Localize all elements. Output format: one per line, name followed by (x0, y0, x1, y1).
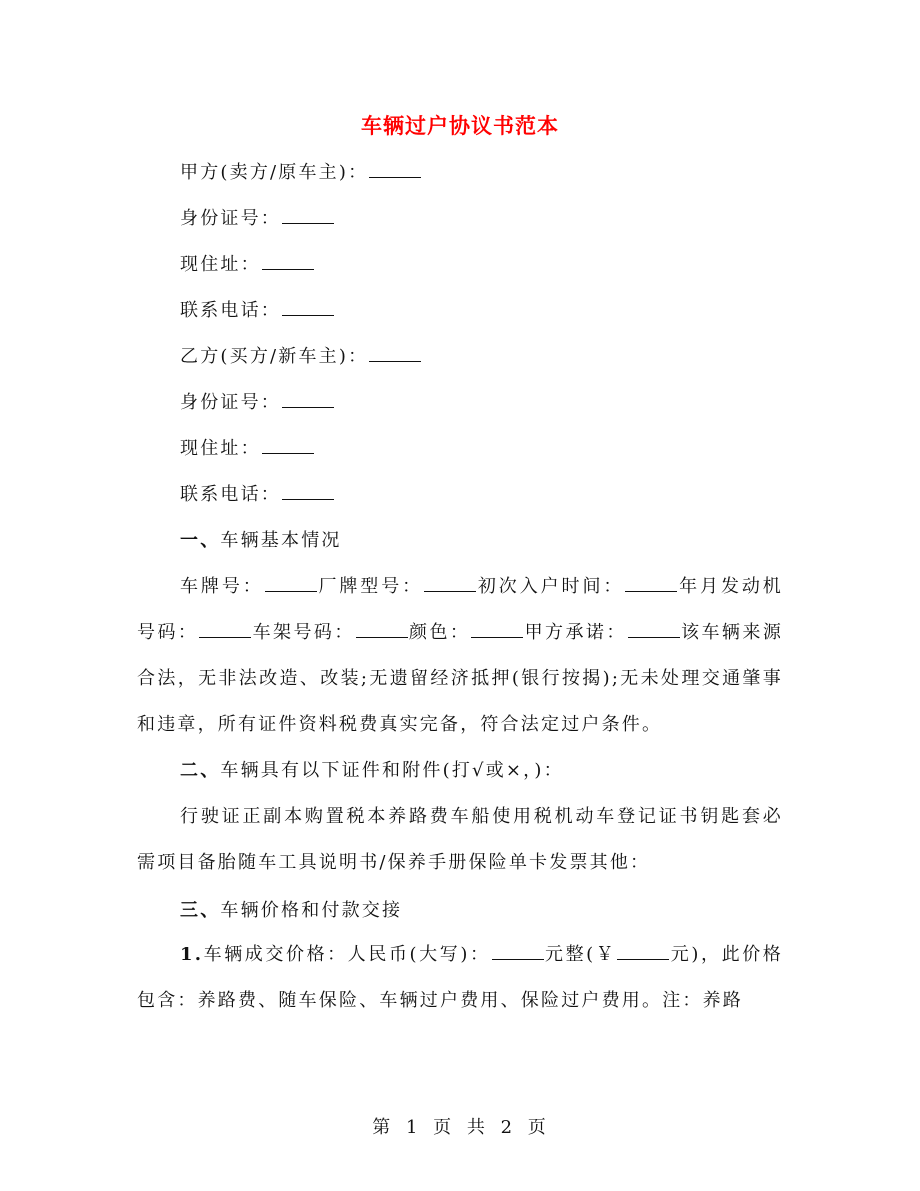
section1-heading-text: 车辆基本情况 (220, 530, 342, 551)
model-label: 厂牌型号： (317, 576, 424, 597)
section3-heading (180, 900, 402, 922)
party-b-phone-blank[interactable] (282, 484, 334, 500)
first-registration-blank[interactable] (625, 576, 677, 592)
first-registration-label: 初次入户时间： (477, 576, 625, 597)
section2-paragraph: 行驶证正副本购置税本养路费车船使用税机动车登记证书钥匙套必需项目备胎随车工具说明书/保养手册保险单卡发票其他： (137, 806, 783, 873)
party-b-label: 乙方(买方/新车主)： (180, 346, 369, 367)
engine-number-blank[interactable] (199, 622, 251, 638)
section2-heading-text: 车辆具有以下证件和附件(打√或×，)： (220, 760, 564, 781)
seller-promise-text: 该车辆来源合法，无非法改造、改装;无遗留经济抵押(银行按揭);无未处理交通肇事和违章，所有证件资料税费真实完备，符合法定过户条件。 (137, 622, 784, 735)
party-b-phone-line (180, 484, 335, 506)
party-a-address-line (180, 254, 315, 276)
price-uppercase-label: 车辆成交价格：人民币(大写)： (203, 944, 491, 965)
section1-heading-number: 一、 (180, 530, 221, 551)
price-item-number: 1. (180, 944, 204, 965)
section2-heading (180, 760, 564, 782)
seller-promise-label: 甲方承诺： (524, 622, 627, 643)
color-label: 颜色： (408, 622, 471, 643)
party-a-phone-blank[interactable] (282, 300, 334, 316)
vin-label: 车架号码： (252, 622, 355, 643)
party-b-line (180, 346, 422, 368)
model-blank[interactable] (424, 576, 476, 592)
section3-heading-number: 三、 (180, 900, 221, 921)
party-b-address-line (180, 438, 315, 460)
plate-number-label: 车牌号： (180, 576, 264, 597)
price-numeric-label: 元整(￥ (544, 944, 617, 965)
party-a-phone-label: 联系电话： (180, 300, 281, 321)
party-b-blank[interactable] (369, 346, 421, 362)
party-a-phone-line (180, 300, 335, 322)
party-a-label: 甲方(卖方/原车主)： (180, 162, 369, 183)
section2-heading-number: 二、 (180, 760, 221, 781)
party-a-address-blank[interactable] (262, 254, 314, 270)
seller-promise-blank[interactable] (628, 622, 680, 638)
plate-number-blank[interactable] (265, 576, 317, 592)
document-title: 车辆过户协议书范本 (361, 114, 559, 138)
party-b-phone-label: 联系电话： (180, 484, 281, 505)
party-a-address-label: 现住址： (180, 254, 261, 275)
vin-blank[interactable] (356, 622, 408, 638)
party-b-address-blank[interactable] (262, 438, 314, 454)
party-a-id-line (180, 208, 335, 230)
color-blank[interactable] (471, 622, 523, 638)
section1-paragraph (137, 564, 783, 748)
price-uppercase-blank[interactable] (492, 944, 544, 960)
section1-heading (180, 530, 342, 552)
party-b-address-label: 现住址： (180, 438, 261, 459)
price-includes-text: 元)，此价格包含：养路费、随车保险、车辆过户费用、保险过户费用。注：养路 (137, 944, 784, 1011)
party-a-line (180, 162, 422, 184)
engine-number-label: 年月发动机号码： (137, 576, 784, 643)
party-a-id-label: 身份证号： (180, 208, 281, 229)
page-footer: 第 1 页 共 2 页 (372, 1117, 548, 1138)
party-b-id-line (180, 392, 335, 414)
section3-heading-text: 车辆价格和付款交接 (220, 900, 403, 921)
party-b-id-blank[interactable] (282, 392, 334, 408)
party-a-blank[interactable] (369, 162, 421, 178)
price-numeric-blank[interactable] (617, 944, 669, 960)
section3-paragraph (137, 932, 783, 1024)
party-b-id-label: 身份证号： (180, 392, 281, 413)
party-a-id-blank[interactable] (282, 208, 334, 224)
